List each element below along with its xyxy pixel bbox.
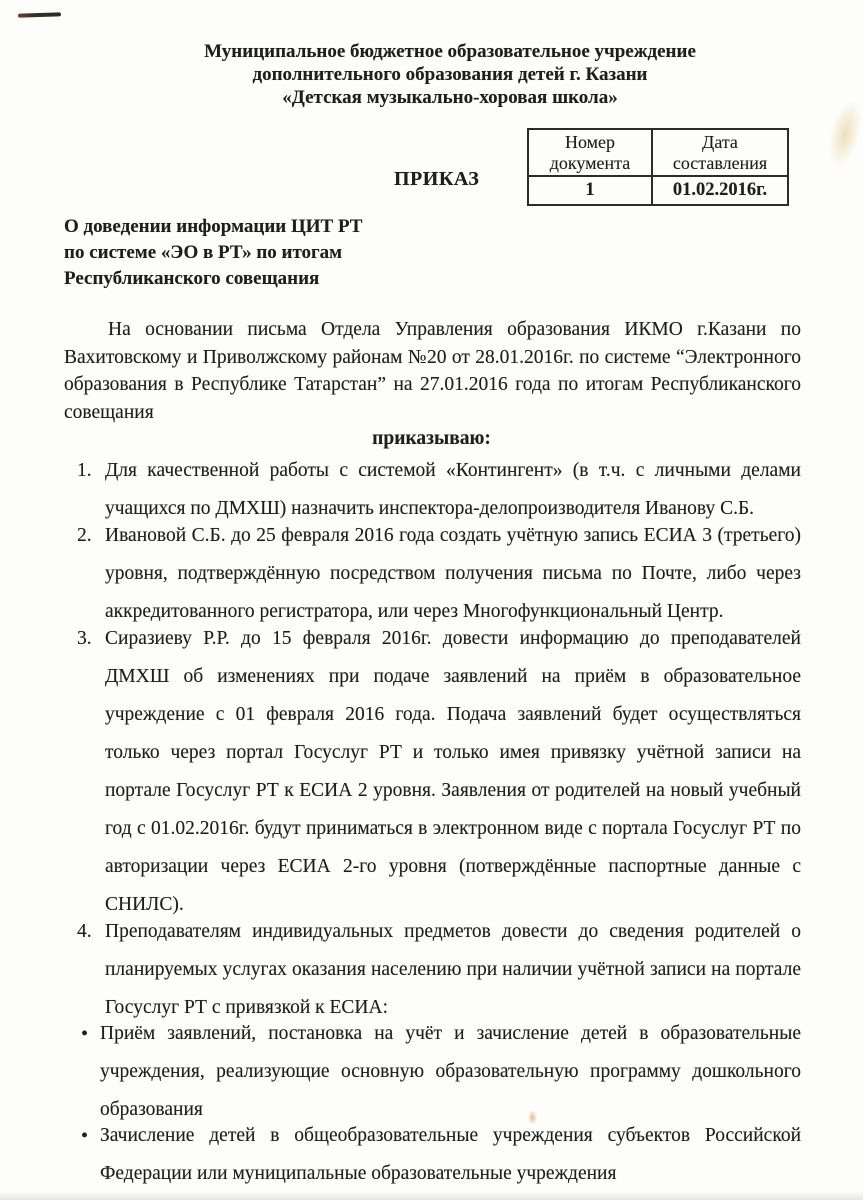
- doc-date-value: 01.02.2016г.: [652, 176, 788, 205]
- scan-bottom-shade: [0, 1191, 863, 1200]
- order-subject-line-3: Республиканского совещания: [64, 268, 320, 289]
- bullet-item-2: • Зачисление детей в общеобразовательные учреждения субъектов Российской Федерации или муниципальные образовательные учреждения: [100, 1117, 801, 1193]
- decree-word: приказываю:: [372, 428, 491, 449]
- service-bullet-list: [64, 1015, 801, 1193]
- order-item-3: Сиразиеву Р.Р. до 15 февраля 2016г. довести информацию до преподавателей ДМХШ об изменениях при подаче заявлений на приём в образовательное учреждение с 01 февраля 2016 года. Подача заявлений будет осуществляться только через портал Госуслуг РТ и только имея привязку учётной записи на портале Госуслуг РТ к ЕСИА 2 уровня. Заявления от родителей на новый учебный год с 01.02.2016г. будут приниматься в электронном виде с портала Госуслуг РТ по авторизации через ЕСИА 2-го уровня (потверждённые паспортные данные с СНИЛС).: [105, 628, 801, 915]
- order-title: ПРИКАЗ: [394, 168, 480, 190]
- intro-paragraph: На основании письма Отдела Управления образования ИКМО г.Казани по Вахитовскому и Приволжскому районам №20 от 28.01.2016г. по системе “Электронного образования в Республике Татарстан” на 27.01.2016 года по итогам Республиканского совещания: [64, 319, 801, 423]
- doc-date-header: Дата составления: [652, 129, 788, 176]
- meta-table-header-row: [528, 129, 788, 176]
- order-item-1: Для качественной работы с системой «Контингент» (в т.ч. с личными делами учащихся по ДМХШ) назначить инспектора-делопроизводителя Иванову С.Б.: [105, 460, 801, 519]
- document-meta-table: [527, 128, 789, 206]
- order-items-list: [64, 452, 801, 1027]
- order-body: [64, 452, 801, 1193]
- org-header-line-2: дополнительного образования детей г. Казани: [252, 64, 648, 85]
- organization-header: [120, 40, 780, 109]
- scan-artifact-stain: [822, 95, 863, 172]
- meta-table-value-row: [528, 176, 788, 205]
- scan-artifact-dash: [18, 12, 61, 17]
- order-subject-line-2: по системе «ЭО в РТ» по итогам: [64, 242, 343, 263]
- order-subject-line-1: О доведении информации ЦИТ РТ: [64, 216, 363, 237]
- doc-number-header: Номер документа: [528, 129, 652, 176]
- bullet-item-1: • Приём заявлений, постановка на учёт и зачисление детей в образовательные учреждения, реализующие основную образовательную программу дошкольного образования: [100, 1015, 801, 1129]
- order-item-4: Преподавателям индивидуальных предметов довести до сведения родителей о планируемых услугах оказания населению при наличии учётной записи на портале Госуслуг РТ с привязкой к ЕСИА:: [105, 921, 801, 1018]
- org-header-line-3: «Детская музыкально-хоровая школа»: [282, 87, 618, 108]
- order-subject: [64, 214, 362, 292]
- doc-number-value: 1: [528, 176, 652, 205]
- org-header-line-1: Муниципальное бюджетное образовательное учреждение: [204, 41, 696, 62]
- order-item-2: Ивановой С.Б. до 25 февраля 2016 года создать учётную запись ЕСИА 3 (третьего) уровня, подтверждённую посредством получения письма по Почте, либо через аккредитованного регистратора, или через Многофункциональный Центр.: [105, 525, 801, 622]
